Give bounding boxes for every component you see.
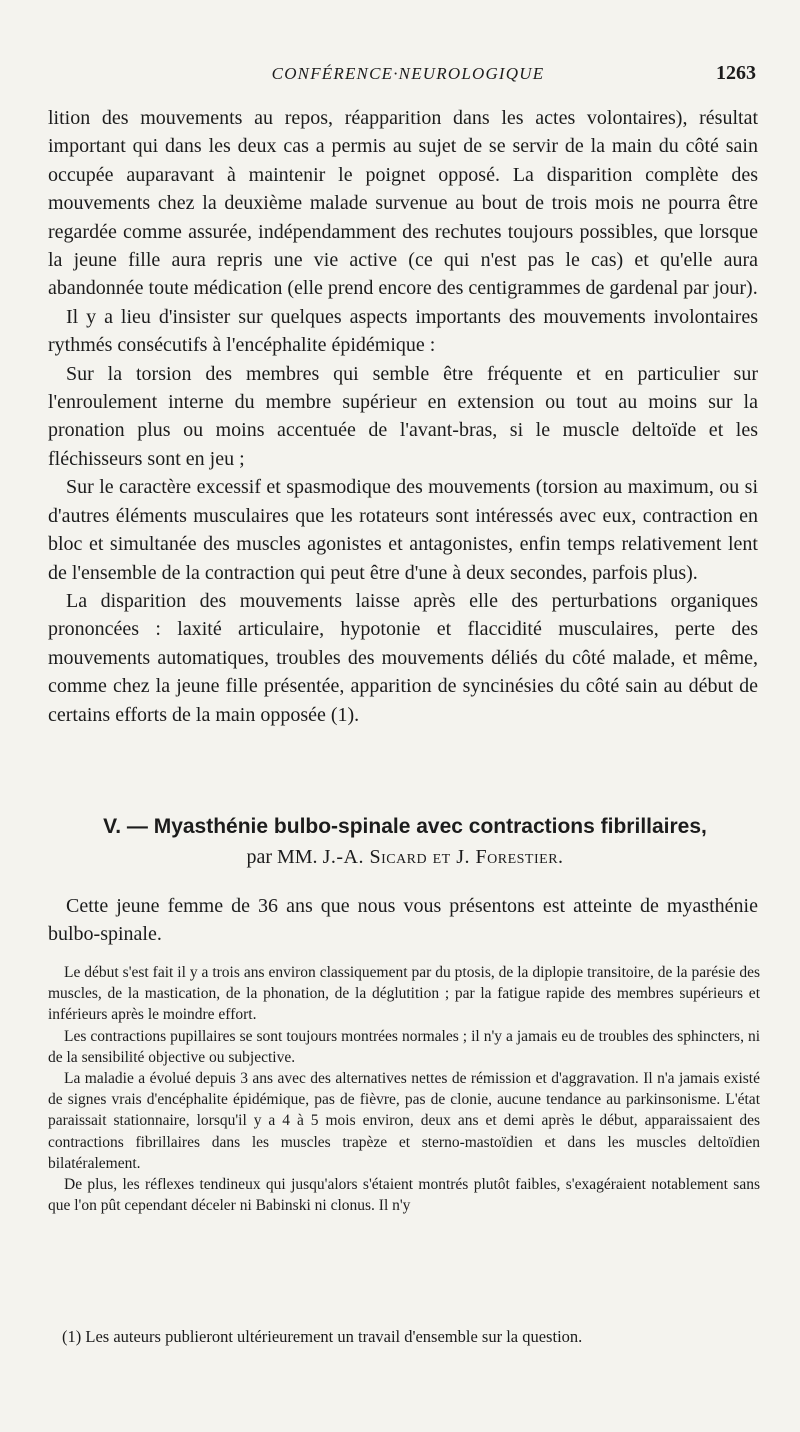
paragraph: La disparition des mouvements laisse après elle des perturbations organiques prononcées : laxité articulaire, hypotonie et flaccidité musculaires, perte des mouvements automatiques, troubles des mouvements déliés du côté malade, et même, comme chez la jeune fille présentée, apparition de syncinésies du côté sain au début de certains efforts de la main opposée (1). (48, 589, 758, 726)
section-heading (60, 812, 750, 872)
footnote: (1) Les auteurs publieront ultérieurement un travail d'ensemble sur la question. (62, 1327, 583, 1346)
case-description (48, 962, 760, 1216)
section-title: Myasthénie bulbo-spinale avec contractions fibrillaires, (153, 815, 707, 838)
intro-paragraph: Cette jeune femme de 36 ans que nous vous présentons est atteinte de myasthénie bulbo-spinale. (48, 895, 758, 946)
section-title-line (60, 812, 750, 842)
running-title: CONFÉRENCE·NEUROLOGIQUE (271, 64, 545, 83)
paragraph: Sur le caractère excessif et spasmodique des mouvements (torsion au maximum, ou si d'autres éléments musculaires que les rotateurs sont intéressés avec eux, contraction en bloc et simultanée des muscles agonistes et antagonistes, enfin temps relativement lent de l'ensemble de la contraction qui peut être d'une à deux secondes, parfois plus). (48, 476, 758, 584)
case-paragraph: Le début s'est fait il y a trois ans environ classiquement par du ptosis, de la diplopie transitoire, de la parésie des muscles, de la mastication, de la phonation, de la déglutition ; par la fatigue rapide des membres supérieurs et inférieurs après le moindre effort. (48, 964, 760, 1024)
case-paragraph: Les contractions pupillaires se sont toujours montrées normales ; il n'y a jamais eu de troubles des sphincters, ni de la sensibilité objective ou subjective. (48, 1027, 760, 1066)
byline-prefix: par MM. (246, 846, 318, 868)
section-intro (48, 892, 758, 949)
page-header (60, 62, 756, 90)
body-text (48, 104, 758, 729)
case-paragraph: De plus, les réflexes tendineux qui jusqu'alors s'étaient montrés plutôt faibles, s'exagéraient notablement sans que l'on pût cependant déceler ni Babinski ni clonus. Il n'y (48, 1176, 760, 1215)
section-byline (60, 842, 750, 872)
section-number: V. — (103, 815, 148, 838)
paragraph: Sur la torsion des membres qui semble être fréquente et en particulier sur l'enroulement interne du membre supérieur en extension ou tout au moins sur la pronation plus ou moins accentuée de l'avant-bras, si le muscle deltoïde et les fléchisseurs sont en jeu ; (48, 362, 758, 470)
section-authors: J.-A. Sicard et J. Forestier. (322, 846, 564, 868)
page-number: 1263 (716, 62, 756, 84)
paragraph-continued: lition des mouvements au repos, réapparition dans les actes volontaires), résultat important qui dans les deux cas a permis au sujet de se servir de la main du côté sain occupée auparavant à maintenir le poignet opposé. La disparition complète des mouvements chez la deuxième malade survenue au bout de trois mois ne pourra être regardée comme assurée, indépendamment des rechutes toujours possibles, que lorsque la jeune fille aura repris une vie active (ce qui n'est pas le cas) et qu'elle aura abandonnée toute médication (elle prend encore des centigrammes de gardenal par jour). (48, 107, 758, 300)
case-paragraph: La maladie a évolué depuis 3 ans avec des alternatives nettes de rémission et d'aggravation. Il n'a jamais existé de signes vrais d'encéphalite épidémique, pas de fièvre, pas de clonie, aucune tendance au parkinsonisme. L'état paraissait stationnaire, lorsqu'il y a 4 à 5 mois environ, deux ans et demi après le début, apparaissaient des contractions fibrillaires dans les muscles trapèze et sterno-mastoïdien et dans les muscles deltoïdien bilatéralement. (48, 1070, 760, 1172)
paragraph: Il y a lieu d'insister sur quelques aspects importants des mouvements involontaires rythmés consécutifs à l'encéphalite épidémique : (48, 305, 758, 357)
